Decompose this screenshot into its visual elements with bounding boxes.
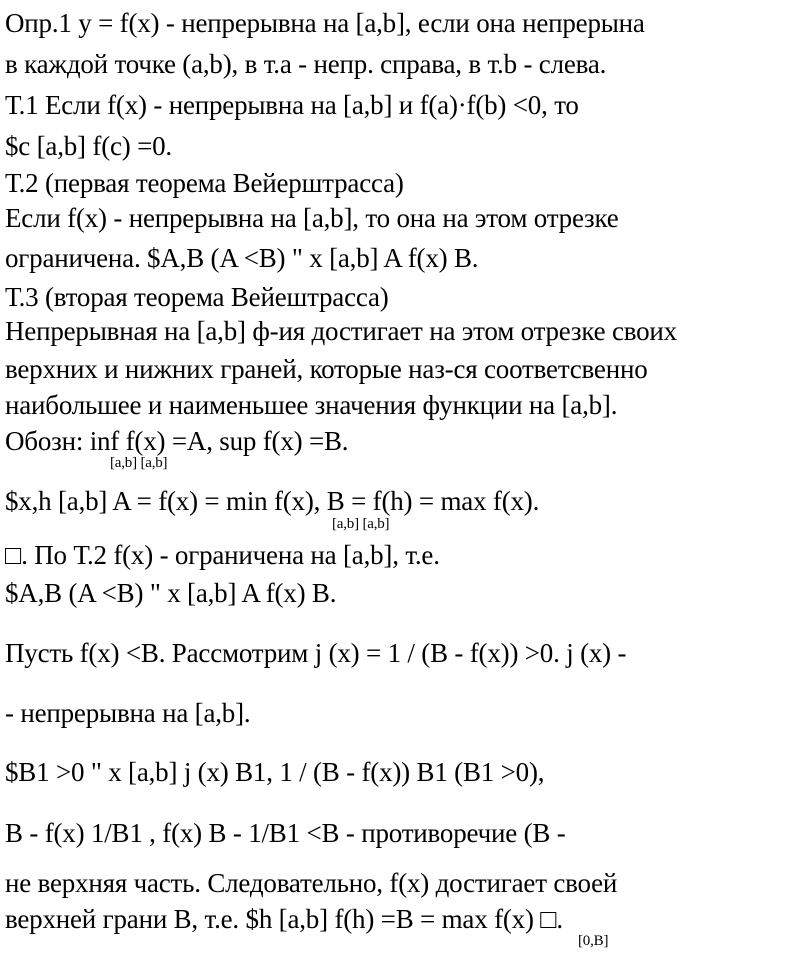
theorem-2-line-2: ограничена. $A,B (A <B) " x [a,b] A f(x) B.	[5, 243, 479, 273]
definition-1-line-2: в каждой точке (a,b), в т.a - непр. справа, в т.b - слева.	[5, 49, 607, 79]
proof-line-5: $B1 >0 " x [a,b] j (x) B1, 1 / (B - f(x)) B1 (B1 >0),	[5, 757, 545, 787]
notation-subscripts: [a,b] [a,b]	[110, 455, 168, 471]
theorem-3-line-3: наибольшее и наименьшее значения функции на [a,b].	[5, 390, 618, 420]
extremum-line: $x,h [a,b] A = f(x) = min f(x), B = f(h) = max f(x).	[5, 486, 540, 516]
proof-line-1: □. По Т.2 f(x) - ограничена на [a,b], т.е.	[5, 540, 440, 570]
proof-line-4: - непрерывна на [a,b].	[5, 698, 251, 728]
theorem-3-title: Т.3 (вторая теорема Вейештрасса)	[5, 282, 389, 312]
proof-line-8: верхней грани B, т.е. $h [a,b] f(h) =B = max f(x) □.	[5, 904, 563, 934]
theorem-2-line-1: Если f(x) - непрерывна на [a,b], то она на этом отрезке	[5, 203, 619, 233]
proof-subscript: [0,B]	[578, 933, 609, 949]
notation-line: Обозн: inf f(x) =A, sup f(x) =B.	[5, 426, 349, 456]
theorem-1-line-2: $c [a,b] f(c) =0.	[5, 131, 172, 161]
theorem-3-line-2: верхних и нижних граней, которые наз-ся соответсвенно	[5, 354, 648, 384]
definition-1-line-1: Опр.1 y = f(x) - непрерывна на [a,b], если она непрерына	[5, 8, 645, 38]
theorem-3-line-1: Непрерывная на [a,b] ф-ия достигает на этом отрезке своих	[5, 316, 677, 346]
proof-line-7: не верхняя часть. Следовательно, f(x) достигает своей	[5, 868, 618, 898]
proof-line-2: $A,B (A <B) " x [a,b] A f(x) B.	[5, 578, 337, 608]
theorem-1-line-1: Т.1 Если f(x) - непрерывна на [a,b] и f(a)·f(b) <0, то	[5, 90, 579, 120]
extremum-subscripts: [a,b] [a,b]	[332, 516, 390, 532]
theorem-2-title: Т.2 (первая теорема Вейерштрасса)	[5, 168, 404, 198]
proof-line-3: Пусть f(x) <B. Рассмотрим j (x) = 1 / (B - f(x)) >0. j (x) -	[5, 638, 627, 668]
proof-line-6: B - f(x) 1/B1 , f(x) B - 1/B1 <B - противоречие (B -	[5, 818, 566, 848]
